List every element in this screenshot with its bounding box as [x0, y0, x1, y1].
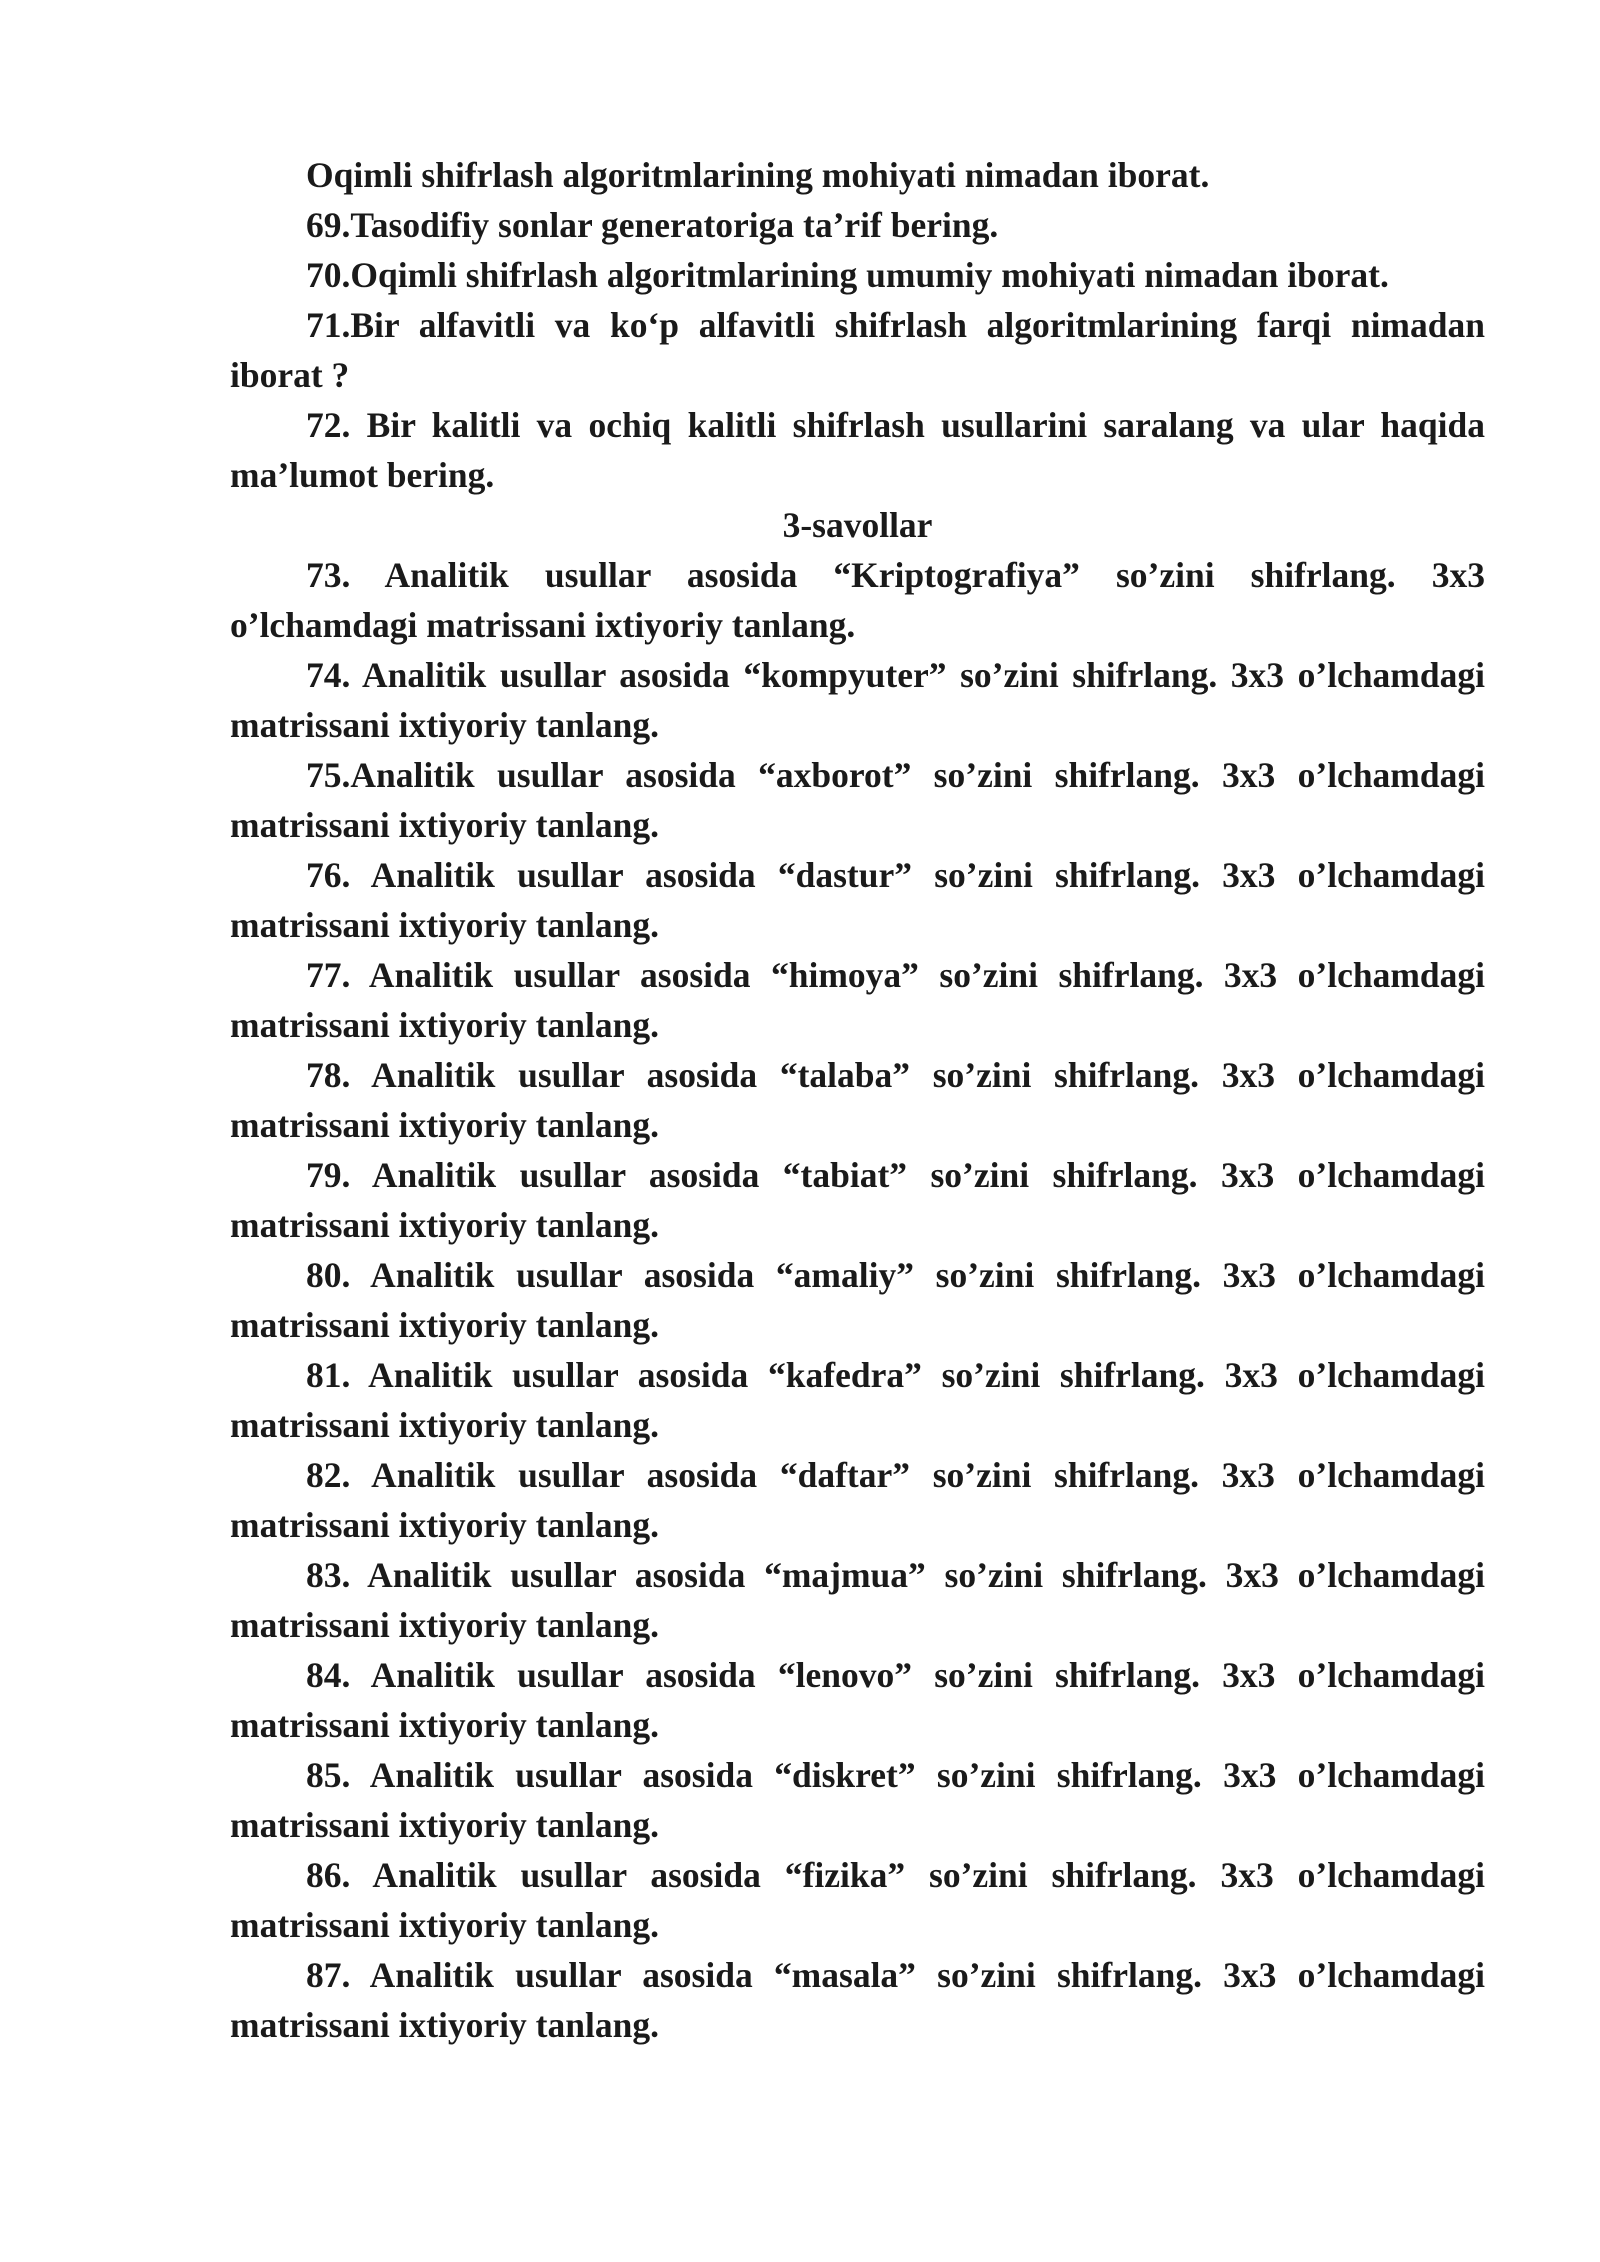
question-73: 73. Analitik usullar asosida “Kriptografiya” so’zini shifrlang. 3x3 o’lchamdagi matrissani ixtiyoriy tanlang. — [230, 555, 1485, 645]
question-82: 82. Analitik usullar asosida “daftar” so’zini shifrlang. 3x3 o’lchamdagi matrissani ixtiyoriy tanlang. — [230, 1455, 1485, 1545]
question-87: 87. Analitik usullar asosida “masala” so’zini shifrlang. 3x3 o’lchamdagi matrissani ixtiyoriy tanlang. — [230, 1955, 1485, 2045]
question-68-continuation: Oqimli shifrlash algoritmlarining mohiyati nimadan iborat. — [306, 155, 1210, 195]
document-page — [230, 150, 1485, 2050]
question-72: 72. Bir kalitli va ochiq kalitli shifrlash usullarini saralang va ular haqida ma’lumot bering. — [230, 405, 1485, 495]
question-79: 79. Analitik usullar asosida “tabiat” so’zini shifrlang. 3x3 o’lchamdagi matrissani ixtiyoriy tanlang. — [230, 1155, 1485, 1245]
question-80: 80. Analitik usullar asosida “amaliy” so’zini shifrlang. 3x3 o’lchamdagi matrissani ixtiyoriy tanlang. — [230, 1255, 1485, 1345]
question-76: 76. Analitik usullar asosida “dastur” so’zini shifrlang. 3x3 o’lchamdagi matrissani ixtiyoriy tanlang. — [230, 855, 1485, 945]
question-69: 69.Tasodifiy sonlar generatoriga ta’rif bering. — [306, 205, 999, 245]
question-86: 86. Analitik usullar asosida “fizika” so’zini shifrlang. 3x3 o’lchamdagi matrissani ixtiyoriy tanlang. — [230, 1855, 1485, 1945]
section-heading: 3-savollar — [782, 505, 933, 545]
question-81: 81. Analitik usullar asosida “kafedra” so’zini shifrlang. 3x3 o’lchamdagi matrissani ixtiyoriy tanlang. — [230, 1355, 1485, 1445]
question-75: 75.Analitik usullar asosida “axborot” so’zini shifrlang. 3x3 o’lchamdagi matrissani ixtiyoriy tanlang. — [230, 755, 1485, 845]
question-71: 71.Bir alfavitli va ko‘p alfavitli shifrlash algoritmlarining farqi nimadan iborat ? — [230, 305, 1485, 395]
question-70: 70.Oqimli shifrlash algoritmlarining umumiy mohiyati nimadan iborat. — [306, 255, 1389, 295]
question-78: 78. Analitik usullar asosida “talaba” so’zini shifrlang. 3x3 o’lchamdagi matrissani ixtiyoriy tanlang. — [230, 1055, 1485, 1145]
question-84: 84. Analitik usullar asosida “lenovo” so’zini shifrlang. 3x3 o’lchamdagi matrissani ixtiyoriy tanlang. — [230, 1655, 1485, 1745]
question-74: 74. Analitik usullar asosida “kompyuter” so’zini shifrlang. 3x3 o’lchamdagi matrissani ixtiyoriy tanlang. — [230, 655, 1485, 745]
question-83: 83. Analitik usullar asosida “majmua” so’zini shifrlang. 3x3 o’lchamdagi matrissani ixtiyoriy tanlang. — [230, 1555, 1485, 1645]
question-85: 85. Analitik usullar asosida “diskret” so’zini shifrlang. 3x3 o’lchamdagi matrissani ixtiyoriy tanlang. — [230, 1755, 1485, 1845]
question-77: 77. Analitik usullar asosida “himoya” so’zini shifrlang. 3x3 o’lchamdagi matrissani ixtiyoriy tanlang. — [230, 955, 1485, 1045]
